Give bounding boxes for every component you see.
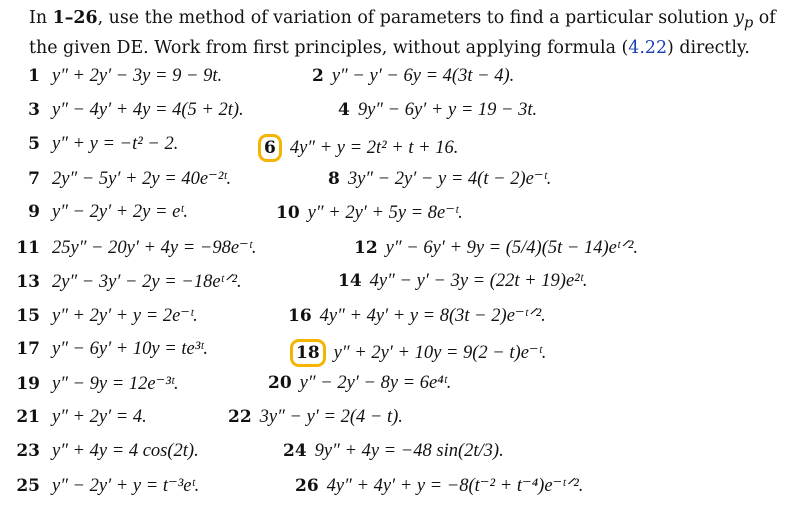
problem-number: 26 bbox=[295, 476, 319, 496]
problem-row bbox=[0, 373, 808, 403]
problem-number: 4 bbox=[338, 100, 350, 120]
problem-number: 14 bbox=[338, 271, 362, 291]
problem-number: 9 bbox=[28, 202, 40, 222]
problem-equation: y″ + y = −t² − 2. bbox=[52, 134, 179, 154]
problem-equation: y″ − 4y′ + 4y = 4(5 + 2t). bbox=[52, 100, 244, 120]
intro-text-d: ) directly. bbox=[667, 38, 750, 59]
problem-number: 21 bbox=[16, 407, 40, 427]
problem-equation: 2y″ − 5y′ + 2y = 40e⁻²ᵗ. bbox=[52, 169, 232, 189]
problem-number: 19 bbox=[16, 374, 40, 394]
problem-number: 3 bbox=[28, 100, 40, 120]
problem-equation: y″ − 2y′ − 8y = 6e⁴ᵗ. bbox=[299, 373, 452, 393]
problem-equation: 25y″ − 20y′ + 4y = −98e⁻ᵗ. bbox=[52, 238, 257, 258]
problem-row bbox=[0, 202, 808, 232]
problem-equation: y″ + 2y′ − 3y = 9 − 9t. bbox=[52, 66, 223, 86]
problem-row bbox=[0, 134, 808, 164]
problem-equation: 4y″ + y = 2t² + t + 16. bbox=[289, 138, 459, 158]
problem-item bbox=[328, 168, 551, 190]
problem-number: 1 bbox=[28, 66, 40, 86]
problem-equation: 9y″ + 4y = −48 sin(2t/3). bbox=[314, 441, 504, 461]
highlighted-problem-number: 18 bbox=[290, 339, 326, 367]
problem-equation: 2y″ − 3y′ − 2y = −18eᵗᐟ². bbox=[52, 272, 242, 292]
problem-item bbox=[0, 271, 242, 293]
problem-equation: y″ + 2y′ + 5y = 8e⁻ᵗ. bbox=[307, 203, 463, 223]
problem-row bbox=[0, 237, 808, 267]
problem-item bbox=[0, 100, 244, 121]
problem-number: 15 bbox=[16, 306, 40, 326]
problem-equation: y″ + 2y′ = 4. bbox=[52, 407, 147, 427]
problem-number: 11 bbox=[16, 238, 40, 258]
problem-row bbox=[0, 339, 808, 369]
problem-equation: 3y″ − y′ = 2(4 − t). bbox=[259, 407, 403, 427]
problem-number: 12 bbox=[354, 238, 378, 258]
problem-equation: 4y″ + 4y′ + y = −8(t⁻² + t⁻⁴)e⁻ᵗᐟ². bbox=[326, 476, 584, 496]
problem-number: 25 bbox=[16, 476, 40, 496]
intro-paragraph bbox=[29, 6, 799, 61]
problem-number: 10 bbox=[276, 203, 300, 223]
problem-equation: 3y″ − 2y′ − y = 4(t − 2)e⁻ᵗ. bbox=[347, 169, 552, 189]
intro-text-b: , use the method of variation of parameters to find a particular solution bbox=[97, 8, 735, 28]
problem-equation: y″ − 6y′ + 9y = (5/4)(5t − 14)eᵗᐟ². bbox=[385, 238, 638, 258]
problem-number: 5 bbox=[28, 134, 40, 154]
problem-item bbox=[338, 100, 537, 121]
problem-range: 1–26 bbox=[52, 8, 98, 28]
problem-number: 22 bbox=[228, 407, 252, 427]
problem-item bbox=[0, 202, 188, 223]
problem-number: 7 bbox=[28, 169, 40, 189]
problem-number: 16 bbox=[288, 306, 312, 326]
problem-equation: 9y″ − 6y′ + y = 19 − 3t. bbox=[357, 100, 538, 120]
intro-text-c: of the given DE. Work from first principles, without applying formula ( bbox=[29, 8, 776, 59]
problem-number: 2 bbox=[312, 66, 324, 86]
problem-item bbox=[338, 271, 587, 292]
problem-equation: y″ + 2y′ + 10y = 9(2 − t)e⁻ᵗ. bbox=[333, 343, 547, 363]
problem-item bbox=[283, 441, 504, 462]
problem-equation: y″ − 2y′ + 2y = eᵗ. bbox=[52, 202, 189, 222]
problem-equation: y″ + 2y′ + y = 2e⁻ᵗ. bbox=[52, 306, 198, 326]
problem-item bbox=[228, 407, 403, 428]
problem-item bbox=[312, 66, 514, 87]
problem-row bbox=[0, 407, 808, 437]
problem-row bbox=[0, 100, 808, 130]
problem-equation: y″ − 6y′ + 10y = te³ᵗ. bbox=[52, 339, 208, 359]
problem-equation: y″ − 2y′ + y = t⁻³eᵗ. bbox=[52, 476, 200, 496]
problem-row bbox=[0, 475, 808, 505]
formula-reference-link[interactable]: 4.22 bbox=[628, 38, 668, 59]
problem-item bbox=[354, 237, 638, 259]
problem-item bbox=[0, 237, 257, 259]
problem-item bbox=[0, 66, 222, 87]
problem-number: 20 bbox=[268, 373, 292, 393]
problem-item bbox=[276, 202, 463, 224]
problem-number: 23 bbox=[16, 441, 40, 461]
problem-number: 8 bbox=[328, 169, 340, 189]
problem-item bbox=[0, 407, 147, 428]
yp-subscript: p bbox=[743, 15, 754, 32]
problem-number: 24 bbox=[283, 441, 307, 461]
problem-item bbox=[0, 373, 179, 395]
problem-item bbox=[0, 168, 231, 190]
intro-text-a: In bbox=[29, 8, 53, 28]
problem-equation: 4y″ + 4y′ + y = 8(3t − 2)e⁻ᵗᐟ². bbox=[319, 306, 546, 326]
problem-item bbox=[295, 475, 583, 497]
problem-equation: y″ − 9y = 12e⁻³ᵗ. bbox=[52, 374, 179, 394]
problem-number: 17 bbox=[16, 339, 40, 359]
problem-equation: 4y″ − y′ − 3y = (22t + 19)e²ᵗ. bbox=[369, 271, 588, 291]
problem-row bbox=[0, 168, 808, 198]
problem-item bbox=[0, 339, 208, 360]
problem-equation: y″ − y′ − 6y = 4(3t − 4). bbox=[331, 66, 515, 86]
problem-item bbox=[290, 339, 546, 367]
problem-item bbox=[258, 134, 458, 162]
problem-item bbox=[0, 475, 199, 497]
problem-item bbox=[0, 305, 198, 327]
problem-number: 13 bbox=[16, 272, 40, 292]
highlighted-problem-number: 6 bbox=[258, 134, 282, 162]
problem-item bbox=[288, 305, 546, 327]
problem-item bbox=[268, 373, 451, 394]
problem-item bbox=[0, 134, 178, 155]
problem-row bbox=[0, 305, 808, 335]
problem-row bbox=[0, 441, 808, 471]
problem-row bbox=[0, 66, 808, 96]
problem-item bbox=[0, 441, 199, 462]
yp-symbol: y bbox=[734, 8, 744, 28]
problem-equation: y″ + 4y = 4 cos(2t). bbox=[52, 441, 199, 461]
problem-row bbox=[0, 271, 808, 301]
